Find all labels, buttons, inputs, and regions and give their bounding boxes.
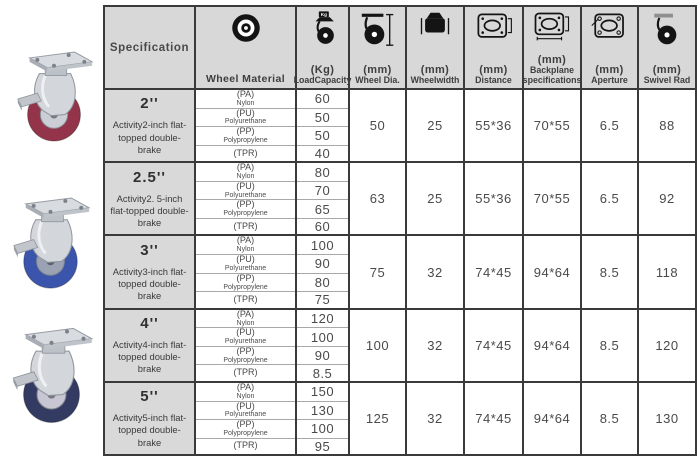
material-name: Polyurethane — [224, 411, 267, 419]
column-label: Aperture — [591, 75, 628, 86]
material-code: (TPR) — [233, 367, 258, 378]
column-label: Wheel Dia. — [355, 75, 400, 86]
material-name: Polyurethane — [224, 191, 267, 199]
material-name: Polypropylene — [223, 429, 268, 437]
column-unit: (mm) — [363, 63, 392, 76]
column-label: Backplane specifications — [522, 65, 582, 86]
load-capacity-value: 50 — [296, 127, 349, 146]
material-name: Polypropylene — [223, 137, 268, 145]
column-unit: (mm) — [479, 63, 508, 76]
load-capacity-value: 80 — [296, 273, 349, 292]
material-cell — [195, 292, 296, 309]
aperture-value: 8.5 — [581, 382, 638, 455]
column-label: Wheel Material — [205, 73, 286, 86]
material-name: Polyurethane — [224, 264, 267, 272]
material-code: (PU) — [236, 107, 255, 118]
load-capacity-value: 100 — [296, 235, 349, 254]
material-code: (PU) — [236, 254, 255, 265]
load-capacity-value: 95 — [296, 438, 349, 455]
load-capacity-value: 90 — [296, 346, 349, 365]
distance-value: 55*36 — [464, 89, 523, 162]
wheel-width-value: 32 — [406, 309, 464, 382]
load-capacity-icon — [308, 10, 338, 46]
load-capacity-value: 100 — [296, 420, 349, 439]
material-cell — [195, 127, 296, 146]
column-unit: (mm) — [652, 63, 682, 76]
material-cell — [195, 89, 296, 108]
specification-cell — [104, 235, 195, 308]
load-capacity-value: 75 — [296, 292, 349, 309]
material-cell — [195, 365, 296, 382]
header-distance — [464, 6, 523, 89]
swivel-rad-value: 92 — [638, 162, 696, 235]
wheel-width-value: 32 — [406, 235, 464, 308]
distance-value: 74*45 — [464, 235, 523, 308]
caster-photo-red — [10, 50, 98, 148]
material-code: (PA) — [236, 89, 255, 99]
material-cell — [195, 162, 296, 181]
specification-table — [103, 5, 697, 456]
caster-size-label: 4'' — [140, 314, 159, 332]
material-cell — [195, 218, 296, 235]
specification-cell — [104, 382, 195, 455]
specification-label: Specification — [109, 42, 190, 54]
column-unit: (mm) — [537, 53, 567, 66]
material-code: (PP) — [236, 419, 255, 430]
column-label: Swivel Rad — [643, 75, 691, 86]
load-capacity-value: 40 — [296, 145, 349, 162]
header-swivel-rad — [638, 6, 696, 89]
material-code: (PP) — [236, 345, 255, 356]
distance-value: 74*45 — [464, 382, 523, 455]
material-cell — [195, 420, 296, 439]
column-label: LoadCapacity — [293, 75, 352, 86]
table-row — [104, 235, 696, 254]
load-capacity-value: 65 — [296, 200, 349, 219]
material-code: (TPR) — [233, 220, 258, 231]
material-name: Nylon — [236, 392, 255, 400]
svg-text:Kg: Kg — [320, 12, 327, 18]
header-wheel-dia — [349, 6, 406, 89]
material-code: (PA) — [236, 308, 255, 319]
material-cell — [195, 255, 296, 274]
wheel-dia-value: 100 — [349, 309, 406, 382]
wheel-dia-value: 63 — [349, 162, 406, 235]
material-code: (PU) — [236, 327, 255, 338]
caster-illustration — [5, 314, 98, 442]
wheel-width-value: 32 — [406, 382, 464, 455]
column-label: Wheelwidth — [410, 75, 460, 86]
distance-value: 55*36 — [464, 162, 523, 235]
load-capacity-value: 90 — [296, 255, 349, 274]
backplane-value: 94*64 — [523, 382, 581, 455]
wheel-width-icon — [417, 10, 453, 46]
caster-size-label: 2'' — [140, 95, 159, 113]
aperture-value: 6.5 — [581, 162, 638, 235]
header-wheel-material — [195, 6, 296, 89]
material-code: (TPR) — [233, 294, 258, 304]
hole-distance-icon — [474, 10, 514, 43]
material-name: Polypropylene — [223, 356, 268, 364]
load-capacity-value: 100 — [296, 328, 349, 347]
table-row — [104, 309, 696, 328]
material-name: Nylon — [236, 173, 255, 181]
material-code: (TPR) — [233, 440, 258, 451]
aperture-value: 8.5 — [581, 309, 638, 382]
material-name: Polypropylene — [223, 210, 268, 218]
material-code: (PA) — [236, 381, 255, 392]
wheel-diameter-icon — [360, 10, 396, 48]
material-cell — [195, 309, 296, 328]
caster-description: Activity5-inch flat-topped double-brake — [112, 412, 187, 448]
wheel-dia-value: 125 — [349, 382, 406, 455]
material-code: (PP) — [236, 272, 255, 283]
table-row — [104, 89, 696, 108]
material-name: Nylon — [236, 99, 255, 107]
material-name: Nylon — [236, 319, 255, 327]
distance-value: 74*45 — [464, 309, 523, 382]
caster-size-label: 2.5'' — [133, 168, 166, 186]
material-code: (PA) — [236, 235, 255, 246]
backplane-value: 94*64 — [523, 309, 581, 382]
swivel-rad-value: 130 — [638, 382, 696, 455]
caster-photo-blue — [5, 196, 96, 295]
backplane-value: 70*55 — [523, 162, 581, 235]
table-row — [104, 382, 696, 401]
header-load-capacity — [293, 6, 352, 89]
swivel-radius-icon — [650, 10, 684, 48]
header-specification — [104, 6, 195, 89]
material-cell — [195, 145, 296, 162]
caster-illustration — [5, 196, 96, 295]
load-capacity-value: 60 — [296, 218, 349, 235]
material-name: Polypropylene — [223, 283, 268, 291]
load-capacity-value: 70 — [296, 181, 349, 200]
caster-description: Activity4-inch flat-topped double-brake — [112, 338, 187, 375]
caster-description: Activity2-inch flat-topped double-brake — [112, 119, 187, 155]
header-row — [104, 6, 696, 89]
wheel-width-value: 25 — [406, 162, 464, 235]
caster-photo-navy — [5, 314, 98, 442]
material-name: Polyurethane — [224, 338, 267, 346]
load-capacity-value: 50 — [296, 108, 349, 127]
material-cell — [195, 235, 296, 254]
wheel-dia-value: 75 — [349, 235, 406, 308]
header-aperture — [581, 6, 638, 89]
material-cell — [195, 346, 296, 365]
caster-size-label: 3'' — [140, 241, 159, 259]
specification-cell — [104, 162, 195, 235]
load-capacity-value: 60 — [296, 89, 349, 108]
load-capacity-value: 150 — [296, 382, 349, 401]
material-code: (PP) — [236, 126, 255, 137]
column-unit: (Kg) — [310, 63, 335, 76]
wheel-width-value: 25 — [406, 89, 464, 162]
caster-description: Activity3-inch flat-topped double-brake — [112, 265, 187, 302]
backplane-value: 94*64 — [523, 235, 581, 308]
load-capacity-value: 80 — [296, 162, 349, 181]
material-code: (PA) — [236, 162, 255, 173]
caster-description: Activity2. 5-inch flat-topped double-brake — [110, 192, 189, 228]
column-unit: (mm) — [420, 63, 450, 76]
wheel-dia-value: 50 — [349, 89, 406, 162]
material-code: (PP) — [236, 199, 255, 210]
material-cell — [195, 181, 296, 200]
material-cell — [195, 108, 296, 127]
column-label: Distance — [475, 75, 512, 86]
caster-illustration — [10, 50, 98, 148]
aperture-value: 8.5 — [581, 235, 638, 308]
material-cell — [195, 273, 296, 292]
header-backplane — [523, 6, 581, 89]
wheel-icon — [228, 10, 264, 46]
table-row — [104, 162, 696, 181]
caster-size-label: 5'' — [140, 388, 159, 406]
load-capacity-value: 8.5 — [296, 365, 349, 382]
swivel-rad-value: 88 — [638, 89, 696, 162]
material-cell — [195, 328, 296, 347]
material-code: (PU) — [236, 400, 255, 411]
header-wheel-width — [406, 6, 464, 89]
load-capacity-value: 120 — [296, 309, 349, 328]
material-name: Nylon — [236, 246, 255, 254]
material-cell — [195, 200, 296, 219]
material-code: (TPR) — [233, 147, 258, 158]
material-cell — [195, 382, 296, 401]
backplane-value: 70*55 — [523, 89, 581, 162]
load-capacity-value: 130 — [296, 401, 349, 420]
material-cell — [195, 401, 296, 420]
aperture-icon — [590, 10, 630, 43]
column-unit: (mm) — [595, 63, 624, 76]
specification-cell — [104, 89, 195, 162]
specification-cell — [104, 309, 195, 382]
material-name: Polyurethane — [224, 118, 267, 126]
material-cell — [195, 438, 296, 455]
material-code: (PU) — [236, 180, 255, 191]
aperture-value: 6.5 — [581, 89, 638, 162]
swivel-rad-value: 120 — [638, 309, 696, 382]
swivel-rad-value: 118 — [638, 235, 696, 308]
backplane-icon — [532, 10, 572, 43]
